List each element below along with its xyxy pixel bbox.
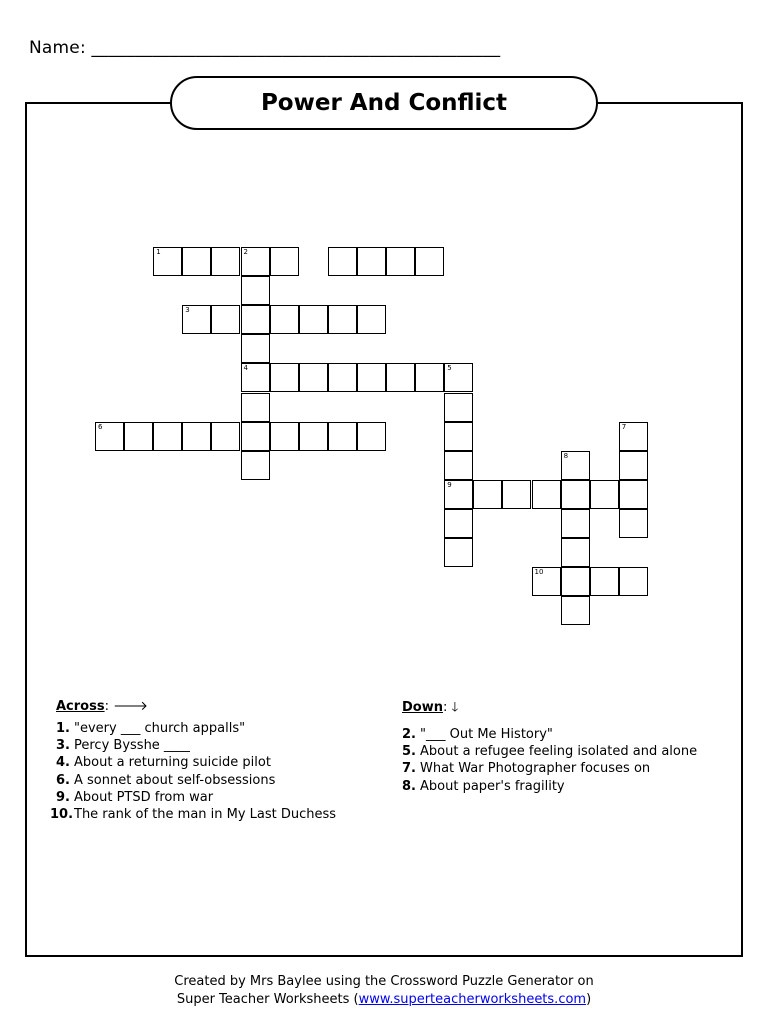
crossword-cell[interactable] bbox=[561, 509, 590, 538]
title-banner bbox=[170, 76, 598, 130]
crossword-cell[interactable] bbox=[241, 451, 270, 480]
crossword-cell[interactable] bbox=[357, 363, 386, 392]
crossword-cell[interactable] bbox=[241, 276, 270, 305]
crossword-cell[interactable] bbox=[328, 422, 357, 451]
crossword-cell[interactable] bbox=[211, 305, 240, 334]
clue-number: 1. bbox=[56, 721, 70, 736]
crossword-cell[interactable] bbox=[619, 480, 648, 509]
crossword-cell[interactable] bbox=[241, 305, 270, 334]
name-field-label: Name: _______________________________________________ bbox=[29, 38, 501, 58]
crossword-cell[interactable] bbox=[241, 247, 270, 276]
crossword-cell[interactable] bbox=[561, 451, 590, 480]
clue-text: The rank of the man in My Last Duchess bbox=[74, 807, 337, 823]
across-clue bbox=[50, 789, 336, 806]
crossword-cell[interactable] bbox=[299, 363, 328, 392]
crossword-cell[interactable] bbox=[299, 422, 328, 451]
crossword-cell[interactable] bbox=[561, 567, 590, 596]
down-heading: Down: 🡓 bbox=[402, 700, 459, 715]
crossword-cell[interactable] bbox=[357, 422, 386, 451]
crossword-cell[interactable] bbox=[590, 567, 619, 596]
crossword-cell[interactable] bbox=[270, 247, 299, 276]
footer-line-2: Super Teacher Worksheets (www.superteacherworksheets.com) bbox=[176, 992, 592, 1007]
crossword-cell[interactable] bbox=[444, 422, 473, 451]
clue-number: 5. bbox=[402, 744, 416, 760]
crossword-cell[interactable] bbox=[444, 538, 473, 567]
crossword-cell[interactable] bbox=[619, 509, 648, 538]
clue-number: 10. bbox=[50, 807, 74, 823]
clue-number: 8. bbox=[402, 778, 416, 794]
footer-line-1: Created by Mrs Baylee using the Crossword Puzzle Generator on bbox=[174, 974, 594, 989]
down-clue bbox=[396, 760, 697, 777]
down-clue bbox=[396, 726, 697, 743]
cell-number: 8 bbox=[563, 451, 569, 460]
across-clue bbox=[50, 720, 336, 737]
down-clue bbox=[396, 778, 697, 795]
crossword-cell[interactable] bbox=[153, 422, 182, 451]
clue-number: 4. bbox=[56, 755, 70, 771]
across-heading: Across: 🡒 bbox=[56, 699, 148, 714]
cell-number: 6 bbox=[98, 422, 103, 431]
crossword-cell[interactable] bbox=[415, 363, 444, 392]
across-clues bbox=[50, 698, 336, 823]
crossword-cell[interactable] bbox=[532, 567, 561, 596]
crossword-cell[interactable] bbox=[502, 480, 531, 509]
cell-number: 3 bbox=[185, 306, 190, 315]
clue-text: About a returning suicide pilot bbox=[74, 755, 271, 771]
crossword-cell[interactable] bbox=[386, 363, 415, 392]
clue-number: 2. bbox=[402, 727, 416, 742]
clue-text: About PTSD from war bbox=[74, 789, 214, 805]
cell-number: 1 bbox=[156, 248, 161, 256]
clue-number: 3. bbox=[56, 738, 70, 754]
down-clue bbox=[396, 743, 697, 760]
down-clues bbox=[396, 698, 697, 795]
crossword-cell[interactable] bbox=[357, 247, 386, 276]
clue-number: 6. bbox=[56, 772, 70, 788]
crossword-cell[interactable] bbox=[561, 596, 590, 625]
crossword-cell[interactable] bbox=[444, 480, 473, 509]
crossword-cell[interactable] bbox=[270, 422, 299, 451]
crossword-cell[interactable] bbox=[561, 538, 590, 567]
clue-text: "every ___ church appalls" bbox=[74, 721, 246, 736]
crossword-cell[interactable] bbox=[299, 305, 328, 334]
crossword-cell[interactable] bbox=[444, 363, 473, 392]
crossword-cell[interactable] bbox=[241, 393, 270, 422]
across-clue bbox=[50, 737, 336, 754]
clue-text: "___ Out Me History" bbox=[420, 727, 553, 742]
crossword-cell[interactable] bbox=[357, 305, 386, 334]
clue-text: Percy Bysshe ____ bbox=[74, 738, 190, 754]
crossword-cell[interactable] bbox=[182, 422, 211, 451]
crossword-cell[interactable] bbox=[619, 451, 648, 480]
right-arrow-icon: 🡒 bbox=[113, 699, 148, 714]
clue-text: A sonnet about self-obsessions bbox=[74, 772, 276, 788]
cell-number: 4 bbox=[243, 364, 248, 373]
crossword-cell[interactable] bbox=[95, 422, 124, 451]
page-title: Power And Conflict bbox=[260, 90, 508, 116]
cell-number: 9 bbox=[447, 480, 452, 489]
crossword-cell[interactable] bbox=[182, 305, 211, 334]
crossword-cell[interactable] bbox=[444, 451, 473, 480]
crossword-cell[interactable] bbox=[532, 480, 561, 509]
footer-credit bbox=[0, 973, 768, 1009]
crossword-cell[interactable] bbox=[386, 247, 415, 276]
across-clue bbox=[50, 806, 336, 823]
crossword-cell[interactable] bbox=[124, 422, 153, 451]
crossword-cell[interactable] bbox=[241, 422, 270, 451]
crossword-cell[interactable] bbox=[241, 363, 270, 392]
crossword-cell[interactable] bbox=[328, 305, 357, 334]
clue-text: About paper's fragility bbox=[420, 778, 565, 794]
crossword-cell[interactable] bbox=[619, 422, 648, 451]
superteacher-link[interactable]: www.superteacherworksheets.com bbox=[358, 992, 587, 1007]
cell-number: 7 bbox=[621, 422, 627, 431]
crossword-cell[interactable] bbox=[211, 422, 240, 451]
crossword-cell[interactable] bbox=[270, 363, 299, 392]
crossword-cell[interactable] bbox=[182, 247, 211, 276]
clue-text: What War Photographer focuses on bbox=[420, 761, 651, 777]
clue-number: 7. bbox=[402, 761, 416, 777]
clue-text: About a refugee feeling isolated and alone bbox=[420, 744, 698, 760]
crossword-cell[interactable] bbox=[328, 363, 357, 392]
crossword-cell[interactable] bbox=[473, 480, 502, 509]
crossword-cell[interactable] bbox=[211, 247, 240, 276]
cell-number: 10 bbox=[534, 568, 544, 577]
cell-number: 5 bbox=[447, 364, 452, 373]
crossword-cell[interactable] bbox=[619, 567, 648, 596]
crossword-cell[interactable] bbox=[444, 393, 473, 422]
crossword-cell[interactable] bbox=[153, 247, 182, 276]
crossword-cell[interactable] bbox=[590, 480, 619, 509]
cell-number: 2 bbox=[243, 248, 248, 256]
across-clue bbox=[50, 772, 336, 789]
down-arrow-icon: 🡓 bbox=[451, 700, 459, 715]
crossword-cell[interactable] bbox=[328, 247, 357, 276]
crossword-cell[interactable] bbox=[241, 334, 270, 363]
across-clue bbox=[50, 754, 336, 771]
clue-number: 9. bbox=[56, 789, 70, 805]
crossword-cell[interactable] bbox=[561, 480, 590, 509]
crossword-cell[interactable] bbox=[444, 509, 473, 538]
crossword-cell[interactable] bbox=[270, 305, 299, 334]
crossword-cell[interactable] bbox=[415, 247, 444, 276]
